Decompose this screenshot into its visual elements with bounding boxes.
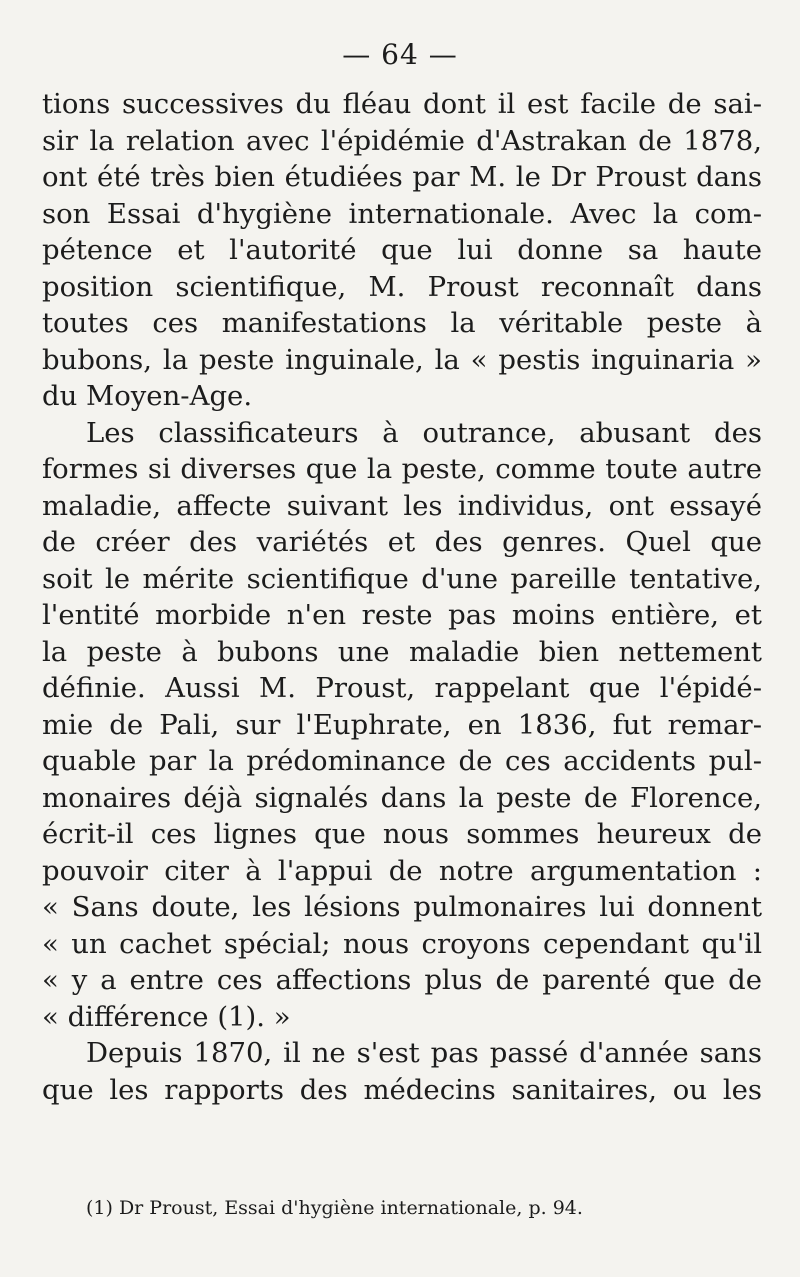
text-line: bubons, la peste inguinale, la « pestis inguinaria » bbox=[42, 343, 762, 376]
text-line: son Essai d'hygiène internationale. Avec la com- bbox=[42, 197, 762, 230]
text-line: définie. Aussi M. Proust, rappelant que l'épidé- bbox=[42, 672, 762, 704]
text-line: que les rapports des médecins sanitaires, ou les bbox=[42, 1073, 762, 1106]
quote-line: « un cachet spécial; nous croyons cependant qu'il bbox=[42, 927, 762, 960]
page-number: — 64 — bbox=[342, 38, 458, 71]
text-line: tions successives du fléau dont il est facile de sai- bbox=[42, 88, 762, 120]
quote-line: « y a entre ces affections plus de parenté que de bbox=[42, 964, 762, 996]
text-line: pouvoir citer à l'appui de notre argumentation : bbox=[42, 854, 762, 887]
quote-line: « Sans doute, les lésions pulmonaires lui donnent bbox=[42, 891, 762, 923]
text-line: du Moyen-Age. bbox=[42, 380, 253, 412]
text-line: ont été très bien étudiées par M. le Dr Proust dans bbox=[42, 161, 762, 193]
body-text bbox=[42, 86, 762, 1108]
text-line: toutes ces manifestations la véritable peste à bbox=[42, 307, 762, 339]
text-line: quable par la prédominance de ces accidents pul- bbox=[42, 745, 762, 777]
text-line: formes si diverses que la peste, comme toute autre bbox=[42, 453, 762, 485]
text-line: pétence et l'autorité que lui donne sa haute bbox=[42, 234, 762, 266]
text-line: monaires déjà signalés dans la peste de Florence, bbox=[42, 781, 762, 814]
paragraph-start-line: Depuis 1870, il ne s'est pas passé d'année sans bbox=[86, 1037, 762, 1069]
text-line: la peste à bubons une maladie bien nettement bbox=[42, 635, 762, 668]
text-line: l'entité morbide n'en reste pas moins entière, et bbox=[42, 599, 762, 631]
quote-line: « différence (1). » bbox=[42, 1000, 291, 1033]
text-line: position scientifique, M. Proust reconnaît dans bbox=[42, 270, 762, 303]
text-line: mie de Pali, sur l'Euphrate, en 1836, fut remar- bbox=[42, 708, 762, 741]
footnote: (1) Dr Proust, Essai d'hygiène internationale, p. 94. bbox=[86, 1197, 583, 1219]
text-line: écrit-il ces lignes que nous sommes heureux de bbox=[42, 818, 762, 850]
text-line: de créer des variétés et des genres. Quel que bbox=[42, 526, 762, 558]
paragraph-start-line: Les classificateurs à outrance, abusant des bbox=[86, 416, 762, 449]
text-line: soit le mérite scientifique d'une pareille tentative, bbox=[42, 562, 762, 595]
text-line: maladie, affecte suivant les individus, ont essayé bbox=[42, 489, 762, 522]
text-line: sir la relation avec l'épidémie d'Astrakan de 1878, bbox=[42, 124, 762, 157]
